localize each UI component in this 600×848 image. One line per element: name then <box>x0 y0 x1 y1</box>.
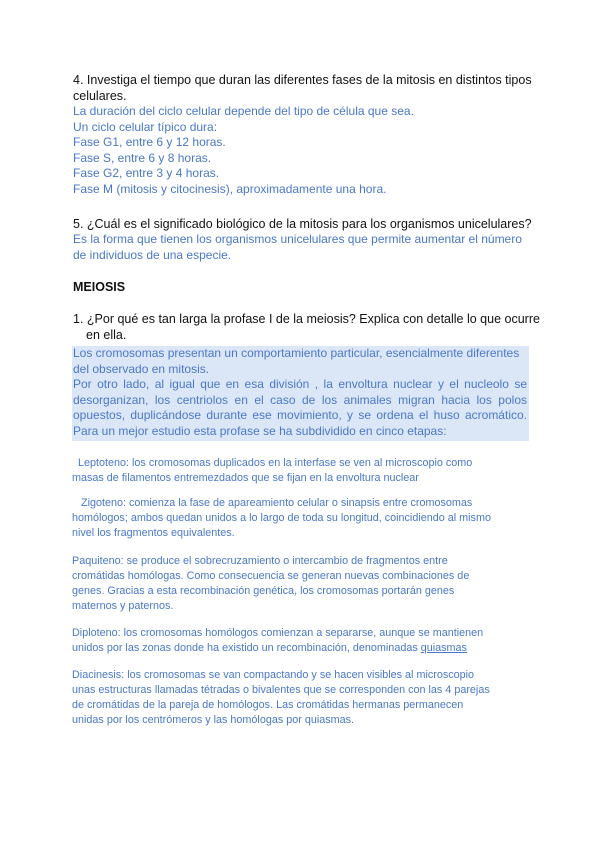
stage-text: unidos por las zonas donde ha existido un recombinación, denominadas <box>72 642 421 654</box>
answer-line: Es la forma que tienen los organismos unicelulares que permite aumentar el número <box>73 232 522 246</box>
meiosis-answer-1 <box>73 346 527 439</box>
answer-5 <box>73 232 529 263</box>
stage-line <box>72 641 530 656</box>
stage-line: Diploteno: los cromosomas homólogos comienzan a separarse, aunque se mantienen <box>72 627 484 639</box>
quiasmas-link[interactable]: quiasmas <box>420 642 467 654</box>
stage-paquiteno <box>72 554 530 614</box>
stage-line: Diacinesis: los cromosomas se van compactando y se hacen visibles al microscopio <box>72 669 475 681</box>
stage-line: maternos y paternos. <box>72 600 174 612</box>
stage-line: cromátidas homólogas. Como consecuencia se generan nuevas combinaciones de <box>72 570 470 582</box>
answer-line: del observado en mitosis. <box>73 361 210 376</box>
answer-line: Por otro lado, al igual que en esa división , la envoltura nuclear y el nucleolo se <box>73 377 527 391</box>
answer-line: desorganizan, los centriolos en el caso de los animales migran hacia los polos <box>73 392 527 407</box>
answer-line: de individuos de una especie. <box>73 247 232 262</box>
answer-line: Fase M (mitosis y citocinesis), aproximadamente una hora. <box>73 181 387 196</box>
answer-line: Fase G1, entre 6 y 12 horas. <box>73 135 226 149</box>
stage-line: Leptoteno: los cromosomas duplicados en la interfase se ven al microscopio como <box>72 457 473 469</box>
stage-line: masas de filamentos entremezdados que se fijan en la envoltura nuclear <box>72 472 419 484</box>
answer-line: Los cromosomas presentan un comportamiento particular, esencialmente diferentes <box>73 346 520 360</box>
answer-line: opuestos, duplicándose durante ese movimiento, y se ordena el huso acromático. <box>73 408 527 422</box>
meiosis-heading: MEIOSIS <box>73 280 126 294</box>
question-5: 5. ¿Cuál es el significado biológico de la mitosis para los organismos unicelulares? <box>73 217 532 231</box>
answer-line: Fase S, entre 6 y 8 horas. <box>73 150 212 165</box>
question-line: 1. ¿Por qué es tan larga la profase I de la meiosis? Explica con detalle lo que ocurre <box>73 312 540 326</box>
answer-line: Un ciclo celular típico dura: <box>73 119 218 134</box>
stage-diploteno <box>72 626 530 656</box>
stage-line: Zigoteno: comienza la fase de apareamiento celular o sinapsis entre cromosomas <box>72 497 473 509</box>
stage-line: unidas por los centrómeros y las homólogas por quiasmas. <box>72 714 355 726</box>
answer-line: La duración del ciclo celular depende del tipo de célula que sea. <box>73 104 414 118</box>
answer-line: Fase G2, entre 3 y 4 horas. <box>73 166 220 180</box>
stage-line: nivel los fragmentos equivalentes. <box>72 527 235 539</box>
question-line: en ella. <box>86 328 127 342</box>
answer-4 <box>73 104 529 197</box>
stage-leptoteno <box>72 456 530 486</box>
question-4: 4. Investiga el tiempo que duran las diferentes fases de la mitosis en distintos tipos celulares. <box>73 73 532 103</box>
stage-zigoteno <box>72 496 530 541</box>
answer-line: Para un mejor estudio esta profase se ha subdividido en cinco etapas: <box>73 423 447 438</box>
stage-line: homólogos; ambos quedan unidos a lo largo de toda su longitud, coincidiendo al mismo <box>72 512 491 524</box>
stage-line: unas estructuras llamadas tétradas o bivalentes que se corresponden con las 4 parejas <box>72 684 490 696</box>
stage-line: de cromátidas de la pareja de homólogos. Las cromátidas hermanas permanecen <box>72 699 464 711</box>
stage-line: Paquiteno: se produce el sobrecruzamiento o intercambio de fragmentos entre <box>72 555 448 567</box>
stage-line: genes. Gracias a esta recombinación genética, los cromosomas portarán genes <box>72 585 455 597</box>
stage-diacinesis <box>72 668 530 728</box>
meiosis-question-1 <box>73 311 540 343</box>
